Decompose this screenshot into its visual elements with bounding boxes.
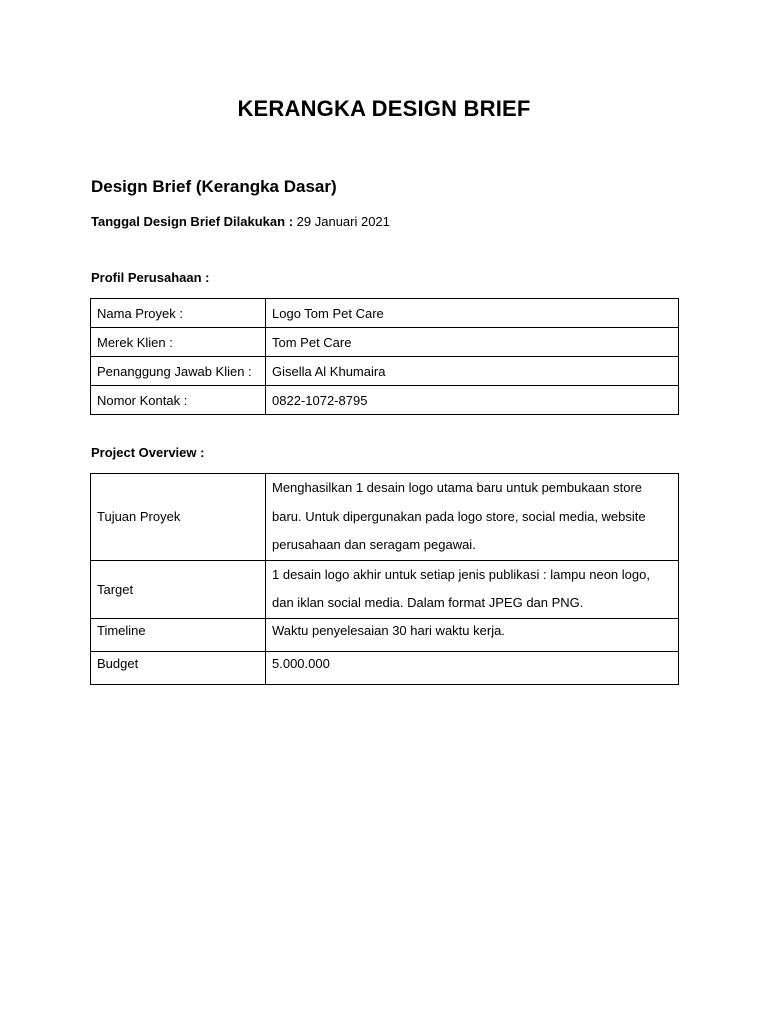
brief-date-line — [91, 214, 390, 229]
table-value-cell: 0822-1072-8795 — [266, 386, 679, 415]
table-key-cell: Nomor Kontak : — [91, 386, 266, 415]
document-title: KERANGKA DESIGN BRIEF — [237, 96, 531, 121]
overview-table — [90, 473, 679, 685]
profile-heading: Profil Perusahaan : — [91, 270, 210, 285]
table-key-cell: Penanggung Jawab Klien : — [91, 357, 266, 386]
table-key-cell: Timeline — [91, 618, 266, 651]
table-value-cell: Waktu penyelesaian 30 hari waktu kerja. — [266, 618, 679, 651]
table-value-cell: Logo Tom Pet Care — [266, 299, 679, 328]
table-row — [91, 474, 679, 561]
table-value-cell: Menghasilkan 1 desain logo utama baru untuk pembukaan store baru. Untuk dipergunakan pada logo store, social media, website perusahaan dan seragam pegawai. — [266, 474, 679, 561]
section-heading: Design Brief (Kerangka Dasar) — [91, 177, 337, 196]
table-value-cell: 1 desain logo akhir untuk setiap jenis publikasi : lampu neon logo, dan iklan social media. Dalam format JPEG dan PNG. — [266, 560, 679, 618]
table-row — [91, 560, 679, 618]
table-value-cell: 5.000.000 — [266, 651, 679, 684]
overview-heading: Project Overview : — [91, 445, 205, 460]
table-row — [91, 299, 679, 328]
profile-table — [90, 298, 679, 415]
table-row — [91, 386, 679, 415]
table-row — [91, 328, 679, 357]
table-key-cell: Budget — [91, 651, 266, 684]
table-row — [91, 651, 679, 684]
table-row — [91, 618, 679, 651]
table-value-cell: Gisella Al Khumaira — [266, 357, 679, 386]
brief-date-label: Tanggal Design Brief Dilakukan : — [91, 214, 294, 229]
table-key-cell: Tujuan Proyek — [91, 474, 266, 561]
table-row — [91, 357, 679, 386]
table-key-cell: Merek Klien : — [91, 328, 266, 357]
table-key-cell: Target — [91, 560, 266, 618]
table-key-cell: Nama Proyek : — [91, 299, 266, 328]
brief-date-value: 29 Januari 2021 — [296, 214, 390, 229]
table-value-cell: Tom Pet Care — [266, 328, 679, 357]
